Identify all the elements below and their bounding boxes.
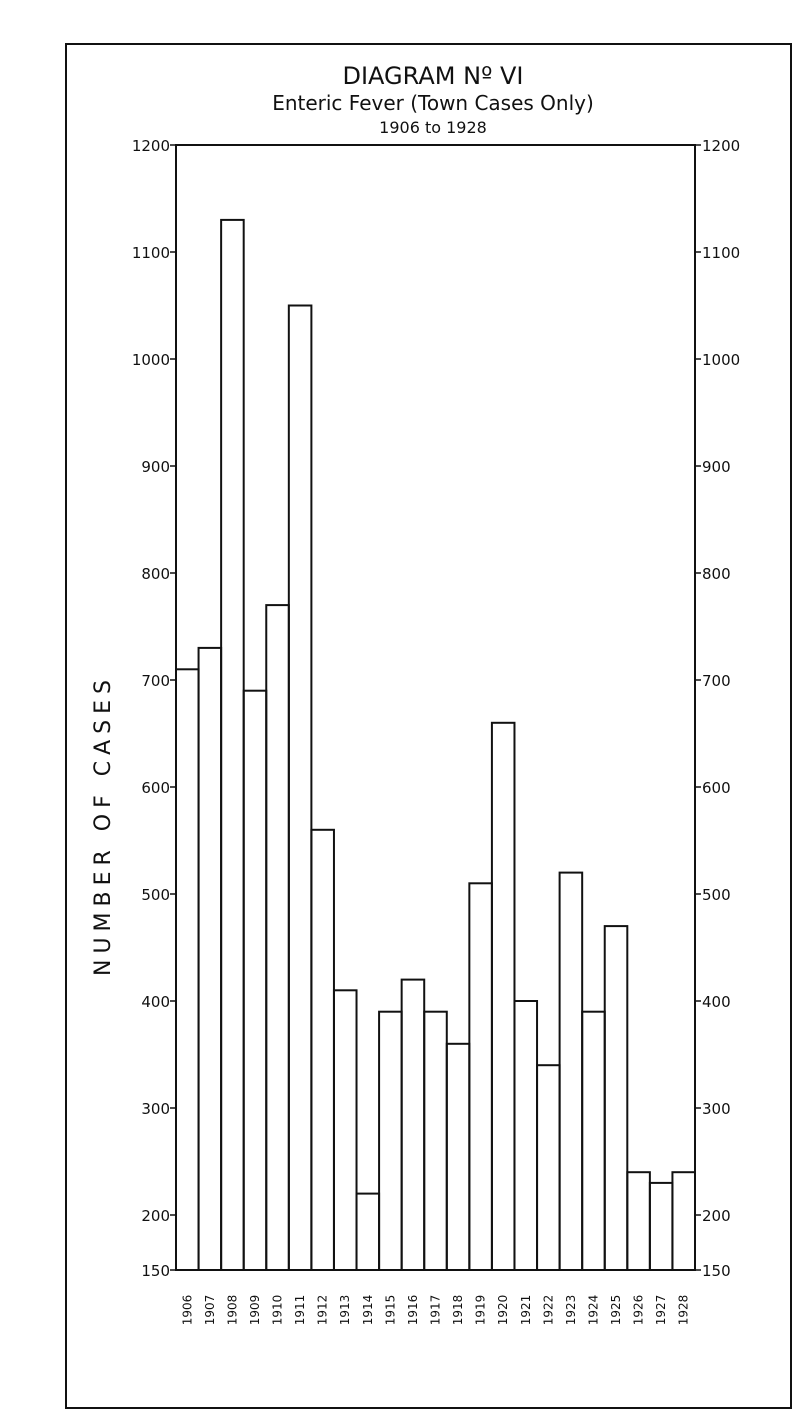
bar — [311, 830, 334, 1270]
left-tick-label: 900 — [141, 458, 170, 476]
x-tick-label: 1912 — [315, 1294, 330, 1326]
right-tick-label: 1100 — [702, 244, 741, 262]
left-tick-label: 800 — [141, 565, 170, 583]
right-tick-label: 900 — [702, 458, 731, 476]
outer-border — [66, 44, 791, 1408]
x-tick-label: 1918 — [451, 1294, 466, 1326]
right-tick-label: 500 — [702, 886, 731, 904]
bar — [176, 669, 199, 1270]
x-tick-label: 1907 — [202, 1294, 217, 1326]
bar — [379, 1012, 402, 1270]
x-tick-labels — [180, 1295, 690, 1326]
x-tick-label: 1914 — [360, 1294, 375, 1326]
x-tick-label: 1923 — [563, 1294, 578, 1326]
right-tick-label: 800 — [702, 565, 731, 583]
right-tick-label: 1200 — [702, 137, 741, 155]
left-tick-labels — [132, 137, 176, 1280]
chart-title: DIAGRAM Nº VI — [342, 62, 524, 90]
bar — [627, 1172, 650, 1270]
x-tick-label: 1922 — [541, 1294, 556, 1326]
left-tick-label: 600 — [141, 779, 170, 797]
bar — [582, 1012, 605, 1270]
x-tick-label: 1920 — [496, 1294, 511, 1326]
right-tick-label: 600 — [702, 779, 731, 797]
x-tick-label: 1917 — [428, 1294, 443, 1326]
bar — [266, 605, 289, 1270]
x-tick-label: 1919 — [473, 1294, 488, 1326]
bar — [402, 980, 425, 1270]
x-tick-label: 1921 — [518, 1294, 533, 1326]
x-tick-label: 1926 — [631, 1294, 646, 1326]
left-tick-label: 150 — [141, 1262, 170, 1280]
x-tick-label: 1915 — [383, 1294, 398, 1326]
bar — [334, 990, 357, 1270]
bar — [672, 1172, 695, 1270]
x-tick-label: 1924 — [586, 1294, 601, 1326]
right-tick-label: 400 — [702, 993, 731, 1011]
left-tick-label: 1100 — [131, 244, 170, 262]
plot-frame — [176, 145, 695, 1270]
right-tick-label: 700 — [702, 672, 731, 690]
bar — [424, 1012, 447, 1270]
right-tick-label: 1000 — [702, 351, 741, 369]
x-tick-label: 1928 — [676, 1294, 691, 1326]
left-tick-label: 400 — [141, 993, 170, 1011]
bar — [650, 1183, 673, 1270]
left-tick-label: 1000 — [131, 351, 170, 369]
right-tick-label: 150 — [702, 1262, 731, 1280]
bar — [244, 691, 267, 1270]
bar — [289, 306, 312, 1271]
bar — [357, 1194, 380, 1270]
bar — [447, 1044, 470, 1270]
left-tick-label: 1200 — [131, 137, 170, 155]
x-tick-label: 1906 — [180, 1294, 195, 1326]
x-tick-label: 1925 — [609, 1294, 624, 1326]
bar — [469, 883, 492, 1270]
x-tick-label: 1910 — [270, 1294, 285, 1326]
bar — [492, 723, 515, 1270]
bar — [221, 220, 244, 1270]
right-tick-label: 300 — [702, 1100, 731, 1118]
chart-date-range: 1906 to 1928 — [379, 118, 487, 137]
bar — [605, 926, 628, 1270]
y-axis-label: NUMBER OF CASES — [91, 673, 116, 977]
bar — [199, 648, 222, 1270]
right-tick-label: 200 — [702, 1207, 731, 1225]
right-tick-labels — [695, 137, 740, 1280]
left-tick-label: 700 — [141, 672, 170, 690]
x-tick-label: 1916 — [405, 1294, 420, 1326]
left-tick-label: 300 — [141, 1100, 170, 1118]
x-tick-label: 1927 — [654, 1294, 669, 1326]
chart-subtitle: Enteric Fever (Town Cases Only) — [272, 91, 594, 115]
bar — [560, 873, 583, 1270]
x-tick-label: 1908 — [225, 1294, 240, 1326]
left-tick-label: 500 — [141, 886, 170, 904]
x-tick-label: 1911 — [293, 1294, 308, 1326]
bars — [176, 220, 695, 1270]
bar — [514, 1001, 537, 1270]
x-tick-label: 1913 — [338, 1294, 353, 1326]
x-tick-label: 1909 — [247, 1294, 262, 1326]
left-tick-label: 200 — [141, 1207, 170, 1225]
bar — [537, 1065, 560, 1270]
